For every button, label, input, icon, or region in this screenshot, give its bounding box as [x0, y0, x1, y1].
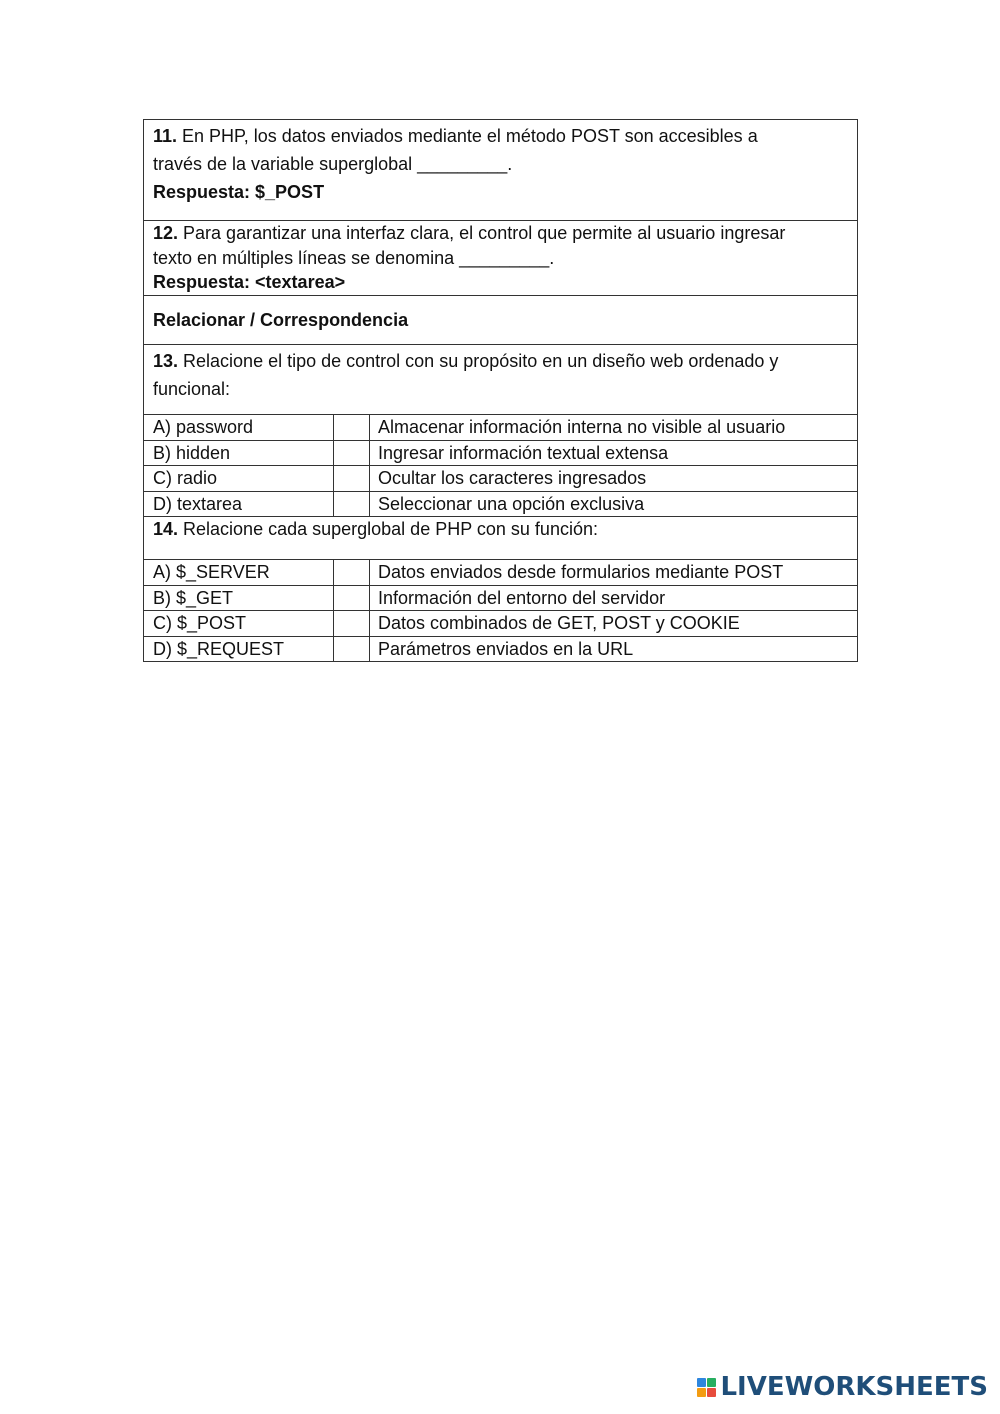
match-answer-blank[interactable] — [334, 560, 370, 585]
match-description: Datos enviados desde formularios mediante POST — [378, 562, 784, 582]
section-heading: Relacionar / Correspondencia — [144, 295, 857, 344]
match-answer-blank[interactable] — [334, 637, 370, 662]
match-row — [144, 559, 857, 585]
match-item: C) $_POST — [144, 611, 334, 636]
question-12-text: Para garantizar una interfaz clara, el control que permite al usuario ingresar — [178, 223, 786, 243]
match-answer-blank[interactable] — [334, 415, 370, 440]
match-row — [144, 610, 857, 636]
match-item: B) $_GET — [144, 586, 334, 611]
match-description: Almacenar información interna no visible al usuario — [378, 417, 786, 437]
match-item: C) radio — [144, 466, 334, 491]
question-13 — [144, 344, 857, 414]
question-14-line1 — [153, 517, 848, 542]
question-14-number: 14. — [153, 519, 179, 539]
question-13-line1 — [153, 347, 848, 375]
liveworksheets-brand — [697, 1374, 988, 1400]
question-11-line1 — [153, 122, 848, 150]
question-11-answer: Respuesta: $_POST — [153, 182, 325, 202]
question-12 — [144, 220, 857, 295]
question-13-line2: funcional: — [153, 379, 231, 399]
question-14-text: Relacione cada superglobal de PHP con su función: — [178, 519, 598, 539]
question-12-answer: Respuesta: <textarea> — [153, 272, 346, 292]
match-answer-blank[interactable] — [334, 586, 370, 611]
match-row — [144, 585, 857, 611]
question-13-number: 13. — [153, 351, 179, 371]
question-13-text: Relacione el tipo de control con su propósito en un diseño web ordenado y — [178, 351, 779, 371]
match-answer-blank[interactable] — [334, 492, 370, 517]
match-row — [144, 636, 857, 662]
match-item: D) $_REQUEST — [144, 637, 334, 662]
match-row — [144, 465, 857, 491]
match-row — [144, 491, 857, 517]
brand-name: LIVEWORKSHEETS — [720, 1372, 988, 1402]
match-row — [144, 440, 857, 466]
question-12-number: 12. — [153, 223, 179, 243]
match-item: A) password — [144, 415, 334, 440]
question-11-text: En PHP, los datos enviados mediante el método POST son accesibles a — [177, 126, 758, 146]
match-answer-blank[interactable] — [334, 441, 370, 466]
question-11-number: 11. — [153, 126, 178, 146]
question-11 — [144, 120, 857, 220]
match-description: Datos combinados de GET, POST y COOKIE — [378, 613, 740, 633]
match-description: Seleccionar una opción exclusiva — [378, 493, 645, 514]
match-description: Información del entorno del servidor — [378, 587, 666, 608]
match-item: A) $_SERVER — [144, 560, 334, 585]
worksheet-table — [143, 119, 858, 662]
match-row — [144, 414, 857, 440]
question-12-line1 — [153, 221, 848, 246]
match-answer-blank[interactable] — [334, 466, 370, 491]
match-item: B) hidden — [144, 441, 334, 466]
match-answer-blank[interactable] — [334, 611, 370, 636]
question-14 — [144, 516, 857, 559]
match-description: Parámetros enviados en la URL — [378, 638, 634, 659]
question-12-line2: texto en múltiples líneas se denomina _________. — [153, 247, 555, 268]
question-11-line2: través de la variable superglobal _________. — [153, 154, 513, 174]
liveworksheets-logo-icon — [697, 1378, 716, 1397]
match-item: D) textarea — [144, 492, 334, 517]
match-description: Ocultar los caracteres ingresados — [378, 468, 647, 488]
match-description: Ingresar información textual extensa — [378, 442, 669, 463]
